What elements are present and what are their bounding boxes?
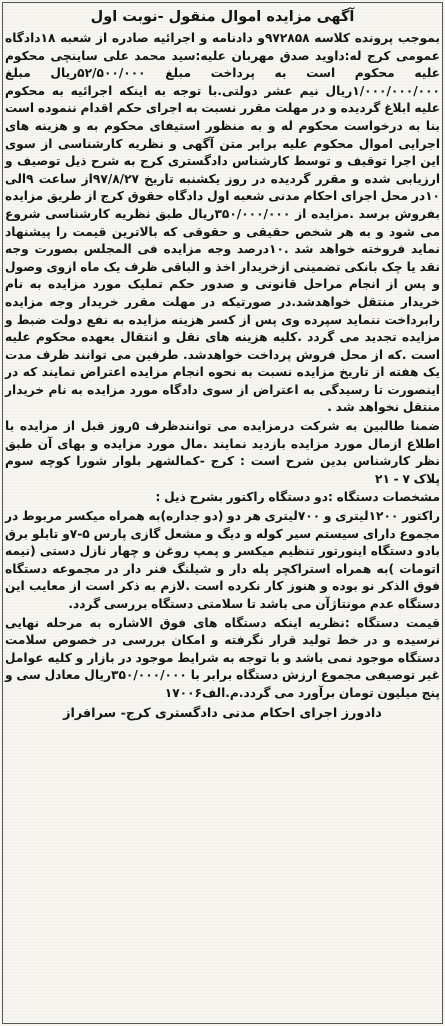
notice-title: آگهی مزایده اموال منقول -نوبت اول	[90, 9, 355, 25]
notice-paragraph-main: بموجب پرونده کلاسه ۹۷۲۸۵۸و دادنامه و اجرائیه صادره از شعبه ۱۸دادگاه عمومی کرج له:داوید صدق مهربان علیه:سید محمد علی ساینچی محکوم علیه محکوم است به پرداخت مبلغ ۵۲/۵۰۰/۰۰۰ریال مبلغ ۱/۰۰۰/۰۰۰/۰۰۰ریال نیم عشر دولتی.با توجه به اینکه اجرائیه به محکوم علیه ابلاغ گردیده و در مهلت مقرر نسبت به اجرای حکم اقدام ننموده است بنا به درخواست محکوم له و به منظور استیفای محکوم به و هزینه های اجرایی اموال محکوم علیه برابر متن آگهی و نظریه کارشناسی از سوی این اجرا توقیف و توسط کارشناس دادگستری کرج به شرح ذیل توصیف و ارزیابی شده و مقرر گردیده در روز یکشنبه تاریخ ۹۷/۸/۲۷از ساعت ۹الی ۱۰در محل اجرای احکام مدنی شعبه اول دادگاه حقوق کرج از طریق مزایده بفروش برسد .مزایده از ۳۵۰/۰۰۰/۰۰۰ریال طبق نظریه کارشناسی شروع می شود و به هر شخص حقیقی و حقوقی که بالاترین قیمت را پیشنهاد نماید فروخته خواهد شد .۱۰درصد وجه مزایده فی المجلس بصورت وجه نقد یا چک بانکی تضمینی ازخریدار اخذ و الباقی ظرف یک ماه ازوی وصول و پس از انجام مراحل قانونی و صدور حکم تملیک مورد مزایده به نام خریدار منتقل خواهدشد.در صورتیکه در مهلت مقرر خریدار وجه مزایده رابرداخت ننماید سپرده وی پس از کسر هزینه مزایده به نفع دولت ضبط و مزایده تجدید می گردد .کلیه هزینه های نقل و انتقال بعهده محکوم علیه است .که از محل فروش پرداخت خواهدشد. طرفین می توانند ظرف مدت یک هفته از تاریخ مزایده نسبت به نحوه انجام مزایده اعتراض نمایند که در اینصورت تا رسیدگی به اعتراض از سوی دادگاه مورد مزایده به نام خریدار منتقل نخواهد شد .	[5, 31, 441, 415]
notice-paragraph-device-heading: مشخصات دستگاه :دو دستگاه راکتور بشرح ذیل :	[155, 490, 440, 505]
notice-paragraph-visit: ضمنا طالبین به شرکت درمزایده می توانندظرف ۵روز قبل از مزایده با اطلاع ازمال مورد مزایده بازدید نمایند .مال مورد مزایده و بهای آن طبق نظر کارشناس بدین شرح است : کرج -کمالشهر بلوار شورا کوچه سوم پلاک ۷ - ۲۱	[5, 419, 440, 486]
notice-paragraph-price: قیمت دستگاه :نظریه اینکه دستگاه های فوق الاشاره به مرحله نهایی نرسیده و در خط تولید قرار نگرفته و امکان بررسی در خصوص سلامت دستگاه موجود نمی باشد و با توجه به شرایط موجود در بازار و کلیه عوامل غیر توصیفی مجموع ارزش دستگاه برابر با ۳۵۰/۰۰۰/۰۰۰ریال معادل سی و پنج میلیون تومان برآورد می گردد.م.الف۱۷۰۰۶	[5, 615, 440, 700]
notice-paragraph-device-specs: راکتور ۱۲۰۰لیتری و ۷۰۰لیتری هر دو (دو جداره)به همراه میکسر مربوط در مجموع دارای سیستم سیر کوله و دیگ و مشعل گازی پارس ۵-۷و تابلو برق بادو دستگاه اینورتور تنظیم میکسر و پمپ روغن و چهار نازل دستی (نیمه اتومات )به همراه استراکچر پله دار و شیلنگ فنر دار در مجموعه دستگاه فوق الذکر نو بوده و هنوز کار نکرده است .لازم به ذکر است از معایب این دستگاه عدم مونتاژآن می باشد تا سلامتی دستگاه بررسی گردد.	[5, 509, 441, 611]
notice-signature: دادورز اجرای احکام مدنی دادگستری کرج- سرافراز	[63, 705, 382, 721]
